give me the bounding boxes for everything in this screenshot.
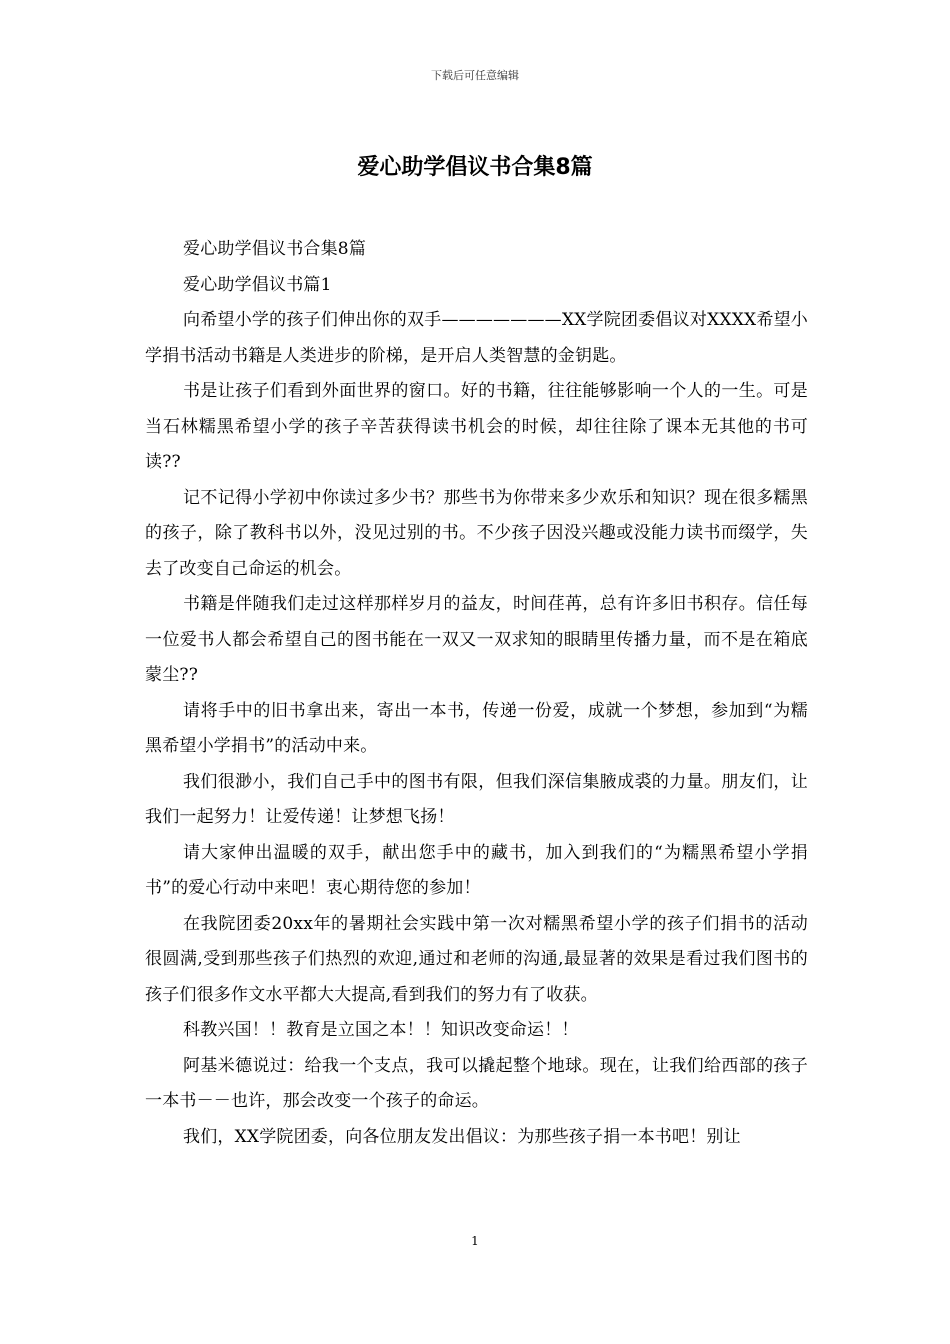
paragraph: 科教兴国！！教育是立国之本！！知识改变命运！！ (183, 1020, 579, 1040)
header-note: 下载后可任意编辑 (431, 69, 519, 82)
document-title: 爱心助学倡议书合集8篇 (357, 155, 593, 180)
page-number: 1 (471, 1234, 479, 1248)
paragraph: 请大家伸出温暖的双手，献出您手中的藏书，加入到我们的“为糯黑希望小学捐书”的爱心行动中来吧！衷心期待您的参加！ (145, 842, 808, 898)
document-body (145, 232, 808, 1155)
paragraph: 请将手中的旧书拿出来，寄出一本书，传递一份爱，成就一个梦想，参加到“为糯黑希望小学捐书”的活动中来。 (145, 700, 808, 756)
paragraph: 我们很渺小，我们自己手中的图书有限，但我们深信集腋成裘的力量。朋友们，让我们一起努力！让爱传递！让梦想飞扬！ (145, 771, 808, 827)
paragraph: 书籍是伴随我们走过这样那样岁月的益友，时间荏苒，总有许多旧书积存。信任每一位爱书人都会希望自己的图书能在一双又一双求知的眼睛里传播力量，而不是在箱底蒙尘?? (145, 594, 808, 685)
paragraph: 记不记得小学初中你读过多少书？那些书为你带来多少欢乐和知识？现在很多糯黑的孩子，除了教科书以外，没见过别的书。不少孩子因没兴趣或没能力读书而缀学，失去了改变自己命运的机会。 (145, 487, 808, 579)
paragraph: 书是让孩子们看到外面世界的窗口。好的书籍，往往能够影响一个人的一生。可是当石林糯黑希望小学的孩子辛苦获得读书机会的时候，却往往除了课本无其他的书可读?? (145, 381, 808, 472)
paragraph: 向希望小学的孩子们伸出你的双手———————XX学院团委倡议对XXXX希望小学捐书活动书籍是人类进步的阶梯，是开启人类智慧的金钥匙。 (145, 310, 808, 366)
paragraph-subtitle: 爱心助学倡议书合集8篇 (183, 239, 367, 259)
paragraph: 我们，XX学院团委，向各位朋友发出倡议：为那些孩子捐一本书吧！别让 (183, 1126, 741, 1147)
paragraph: 阿基米德说过：给我一个支点，我可以撬起整个地球。现在，让我们给西部的孩子一本书－－也许，那会改变一个孩子的命运。 (145, 1055, 808, 1111)
paragraph-section-heading: 爱心助学倡议书篇1 (183, 274, 332, 295)
paragraph: 在我院团委20xx年的暑期社会实践中第一次对糯黑希望小学的孩子们捐书的活动很圆满,受到那些孩子们热烈的欢迎,通过和老师的沟通,最显著的效果是看过我们图书的孩子们很多作文水平都大大提高,看到我们的努力有了收获。 (145, 913, 808, 1005)
